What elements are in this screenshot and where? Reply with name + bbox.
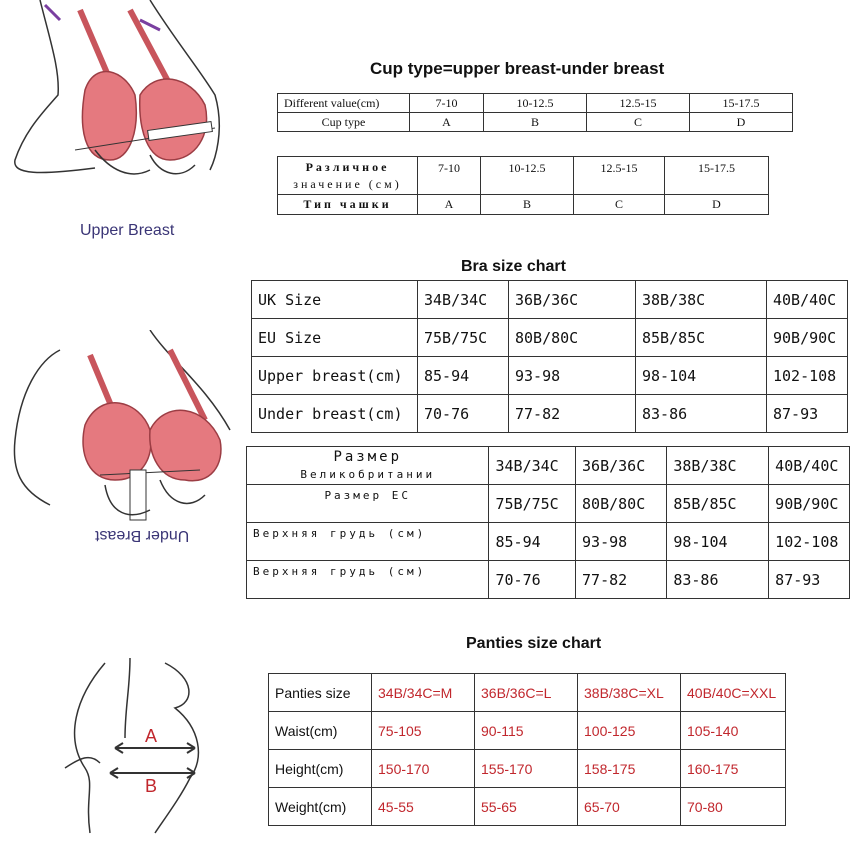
cup-type-title: Cup type=upper breast-under breast: [370, 59, 665, 78]
panties-value: 155-170: [475, 750, 578, 788]
bra-ru-value: 93-98: [576, 523, 667, 561]
bra-ru-value: 34B/34C: [489, 447, 576, 485]
bra-ru-value: 75B/75C: [489, 485, 576, 523]
cup-ru-value: 15-17.5: [665, 157, 769, 195]
bra-ru-value: 80B/80C: [576, 485, 667, 523]
cup-en-value: 12.5-15: [587, 94, 690, 113]
table-row: [269, 674, 786, 712]
bra-en-value: 85-94: [418, 357, 509, 395]
bra-table-ru: [246, 446, 850, 599]
bra-ru-value: 85B/85C: [667, 485, 769, 523]
bra-ru-row2-label: Размер ЕС: [247, 485, 489, 523]
bra-ru-row1-label-line1: Размер: [333, 448, 403, 465]
cup-ru-row1-label-line1: Различное: [305, 159, 390, 174]
cup-en-value: 10-12.5: [484, 94, 587, 113]
panties-value: 38B/38C=XL: [578, 674, 681, 712]
panties-value: 105-140: [681, 712, 786, 750]
panties-label: Panties size: [269, 674, 372, 712]
bra-en-value: 75B/75C: [418, 319, 509, 357]
cup-ru-type: B: [481, 195, 574, 215]
bra-en-value: 34B/34C: [418, 281, 509, 319]
bra-en-value: 85B/85C: [636, 319, 767, 357]
bra-ru-value: 70-76: [489, 561, 576, 599]
bra-en-value: 40B/40C: [767, 281, 848, 319]
table-row: [278, 195, 769, 215]
bra-ru-value: 87-93: [769, 561, 850, 599]
bra-ru-value: 40B/40C: [769, 447, 850, 485]
bra-ru-value: 38B/38C: [667, 447, 769, 485]
panties-value: 90-115: [475, 712, 578, 750]
cup-table-ru: [277, 156, 769, 215]
bra-ru-row1-label: [247, 447, 489, 485]
hip-illustration: [55, 658, 225, 838]
bra-en-value: 98-104: [636, 357, 767, 395]
panties-value: 45-55: [372, 788, 475, 826]
bra-en-value: 83-86: [636, 395, 767, 433]
table-row: [269, 788, 786, 826]
cup-ru-type: D: [665, 195, 769, 215]
under-breast-illustration: [0, 330, 240, 560]
cup-ru-type: A: [418, 195, 481, 215]
cup-ru-row2-label: Тип чашки: [278, 195, 418, 215]
table-row: [269, 712, 786, 750]
panties-value: 40B/40C=XXL: [681, 674, 786, 712]
table-row: [252, 319, 848, 357]
panties-table: [268, 673, 786, 826]
cup-ru-row1-label: [278, 157, 418, 195]
panties-value: 100-125: [578, 712, 681, 750]
upper-breast-caption: Upper Breast: [80, 222, 175, 239]
panties-value: 70-80: [681, 788, 786, 826]
under-breast-caption: Under Breast: [95, 527, 190, 544]
cup-en-row1-label: Different value(cm): [278, 94, 410, 113]
table-row: [247, 447, 850, 485]
bra-ru-value: 77-82: [576, 561, 667, 599]
bra-en-value: 80B/80C: [509, 319, 636, 357]
bra-en-value: 102-108: [767, 357, 848, 395]
panties-value: 34B/34C=M: [372, 674, 475, 712]
bra-en-label: UK Size: [252, 281, 418, 319]
bra-en-value: 70-76: [418, 395, 509, 433]
bra-en-value: 77-82: [509, 395, 636, 433]
bra-en-value: 36B/36C: [509, 281, 636, 319]
panties-value: 160-175: [681, 750, 786, 788]
cup-ru-type: C: [574, 195, 665, 215]
bra-en-value: 87-93: [767, 395, 848, 433]
bra-en-label: Under breast(cm): [252, 395, 418, 433]
hip-label-a: A: [145, 726, 158, 746]
cup-en-type: D: [690, 113, 793, 132]
panties-value: 36B/36C=L: [475, 674, 578, 712]
bra-ru-value: 102-108: [769, 523, 850, 561]
hip-label-b: B: [145, 776, 158, 796]
table-row: [247, 485, 850, 523]
panties-label: Waist(cm): [269, 712, 372, 750]
bra-en-value: 90B/90C: [767, 319, 848, 357]
cup-en-type: C: [587, 113, 690, 132]
panties-label: Weight(cm): [269, 788, 372, 826]
bra-en-value: 38B/38C: [636, 281, 767, 319]
cup-ru-value: 12.5-15: [574, 157, 665, 195]
cup-en-row2-label: Cup type: [278, 113, 410, 132]
panties-value: 150-170: [372, 750, 475, 788]
cup-ru-value: 7-10: [418, 157, 481, 195]
panties-value: 158-175: [578, 750, 681, 788]
panties-value: 65-70: [578, 788, 681, 826]
bra-ru-row3-label: Верхняя грудь (см): [247, 523, 489, 561]
panties-size-title: Panties size chart: [466, 635, 602, 652]
table-row: [278, 113, 793, 132]
bra-ru-value: 83-86: [667, 561, 769, 599]
table-row: [278, 94, 793, 113]
hip-figure: [55, 658, 225, 838]
panties-label: Height(cm): [269, 750, 372, 788]
panties-value: 55-65: [475, 788, 578, 826]
bra-ru-value: 85-94: [489, 523, 576, 561]
bra-ru-value: 98-104: [667, 523, 769, 561]
cup-ru-value: 10-12.5: [481, 157, 574, 195]
table-row: [247, 523, 850, 561]
cup-table-en: [277, 93, 793, 132]
bra-ru-row1-label-line2: Великобритании: [300, 467, 436, 481]
bra-ru-value: 36B/36C: [576, 447, 667, 485]
cup-en-type: B: [484, 113, 587, 132]
upper-breast-figure: [0, 0, 240, 250]
bra-en-label: EU Size: [252, 319, 418, 357]
table-row: [247, 561, 850, 599]
cup-en-type: A: [410, 113, 484, 132]
bra-en-value: 93-98: [509, 357, 636, 395]
table-row: [252, 395, 848, 433]
bra-ru-value: 90B/90C: [769, 485, 850, 523]
table-row: [252, 357, 848, 395]
cup-en-value: 15-17.5: [690, 94, 793, 113]
panties-value: 75-105: [372, 712, 475, 750]
cup-ru-row1-label-line2: значение (см): [293, 176, 402, 191]
bra-ru-row4-label: Верхняя грудь (см): [247, 561, 489, 599]
table-row: [252, 281, 848, 319]
table-row: [269, 750, 786, 788]
bra-table-en: [251, 280, 848, 433]
table-row: [278, 157, 769, 195]
bra-size-title: Bra size chart: [461, 258, 566, 275]
cup-en-value: 7-10: [410, 94, 484, 113]
upper-breast-illustration: [0, 0, 240, 250]
bra-en-label: Upper breast(cm): [252, 357, 418, 395]
